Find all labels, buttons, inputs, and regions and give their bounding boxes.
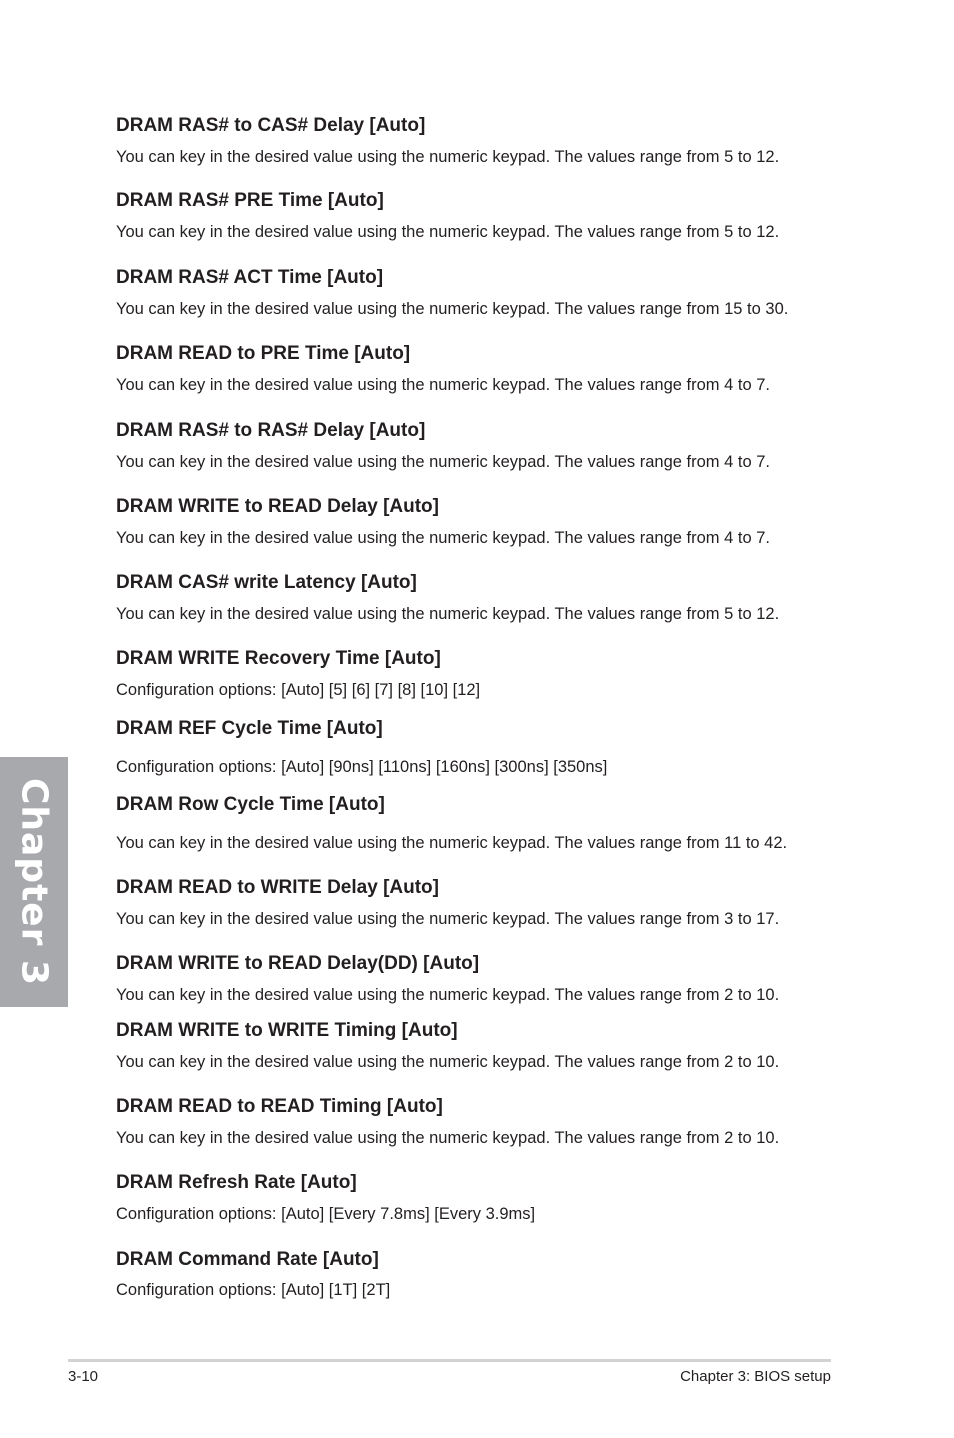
setting-entry (116, 572, 836, 594)
setting-entry (116, 1020, 836, 1042)
setting-description: You can key in the desired value using the numeric keypad. The values range from 4 to 7. (116, 529, 770, 547)
setting-title: DRAM RAS# to CAS# Delay [Auto] (116, 115, 426, 136)
setting-entry (116, 115, 836, 137)
setting-description: You can key in the desired value using the numeric keypad. The values range from 3 to 17. (116, 910, 780, 928)
setting-description-block (116, 375, 836, 395)
chapter-tab-label: Chapter 3 (13, 777, 55, 987)
setting-description-block (116, 528, 836, 548)
setting-entry (116, 420, 836, 442)
setting-description-block (116, 1204, 836, 1224)
setting-entry (116, 648, 836, 670)
setting-entry (116, 1172, 836, 1194)
setting-description: You can key in the desired value using the numeric keypad. The values range from 4 to 7. (116, 376, 770, 394)
setting-description-block (116, 1128, 836, 1148)
setting-description-block (116, 222, 836, 242)
setting-entry (116, 1096, 836, 1118)
setting-entry (116, 343, 836, 365)
setting-title: DRAM RAS# to RAS# Delay [Auto] (116, 420, 426, 441)
setting-description: You can key in the desired value using the numeric keypad. The values range from 5 to 12. (116, 148, 780, 166)
chapter-side-tab (0, 757, 68, 1007)
setting-description-block (116, 680, 836, 700)
setting-description-block (116, 299, 836, 319)
setting-entry (116, 267, 836, 289)
setting-description-block (116, 604, 836, 624)
setting-title: DRAM WRITE Recovery Time [Auto] (116, 648, 441, 669)
setting-description-block (116, 1052, 836, 1072)
setting-title: DRAM READ to PRE Time [Auto] (116, 343, 411, 364)
setting-description-block (116, 1280, 836, 1300)
setting-entry (116, 1249, 836, 1271)
setting-description: You can key in the desired value using the numeric keypad. The values range from 11 to 42. (116, 834, 788, 852)
setting-description-block (116, 452, 836, 472)
setting-entry (116, 718, 836, 740)
setting-entry (116, 877, 836, 899)
setting-title: DRAM READ to WRITE Delay [Auto] (116, 877, 439, 898)
setting-title: DRAM Command Rate [Auto] (116, 1249, 379, 1270)
setting-title: DRAM Refresh Rate [Auto] (116, 1172, 357, 1193)
setting-description: You can key in the desired value using the numeric keypad. The values range from 2 to 10. (116, 1129, 780, 1147)
setting-title: DRAM Row Cycle Time [Auto] (116, 794, 385, 815)
setting-description: You can key in the desired value using the numeric keypad. The values range from 15 to 30. (116, 300, 789, 318)
setting-title: DRAM CAS# write Latency [Auto] (116, 572, 417, 593)
setting-description-block (116, 757, 836, 777)
footer-divider (68, 1359, 831, 1362)
setting-title: DRAM WRITE to READ Delay(DD) [Auto] (116, 953, 480, 974)
setting-description: Configuration options: [Auto] [5] [6] [7] [8] [10] [12] (116, 681, 481, 699)
setting-description: You can key in the desired value using the numeric keypad. The values range from 2 to 10. (116, 1053, 780, 1071)
setting-description-block (116, 909, 836, 929)
setting-description: Configuration options: [Auto] [Every 7.8ms] [Every 3.9ms] (116, 1205, 536, 1223)
setting-description: Configuration options: [Auto] [1T] [2T] (116, 1281, 391, 1299)
setting-entry (116, 953, 836, 975)
setting-title: DRAM READ to READ Timing [Auto] (116, 1096, 443, 1117)
setting-description: You can key in the desired value using the numeric keypad. The values range from 4 to 7. (116, 453, 770, 471)
setting-entry (116, 190, 836, 212)
setting-description-block (116, 147, 836, 167)
setting-entry (116, 496, 836, 518)
setting-title: DRAM WRITE to WRITE Timing [Auto] (116, 1020, 458, 1041)
setting-title: DRAM RAS# PRE Time [Auto] (116, 190, 384, 211)
setting-description: You can key in the desired value using the numeric keypad. The values range from 5 to 12. (116, 605, 780, 623)
footer-chapter-label: Chapter 3: BIOS setup (680, 1368, 831, 1385)
setting-description: You can key in the desired value using the numeric keypad. The values range from 5 to 12. (116, 223, 780, 241)
setting-description: You can key in the desired value using the numeric keypad. The values range from 2 to 10. (116, 986, 780, 1004)
setting-entry (116, 794, 836, 816)
setting-title: DRAM RAS# ACT Time [Auto] (116, 267, 384, 288)
setting-description-block (116, 833, 836, 853)
setting-description-block (116, 985, 836, 1005)
setting-description: Configuration options: [Auto] [90ns] [110ns] [160ns] [300ns] [350ns] (116, 758, 608, 776)
setting-title: DRAM WRITE to READ Delay [Auto] (116, 496, 439, 517)
setting-title: DRAM REF Cycle Time [Auto] (116, 718, 383, 739)
page-number: 3-10 (68, 1368, 99, 1385)
